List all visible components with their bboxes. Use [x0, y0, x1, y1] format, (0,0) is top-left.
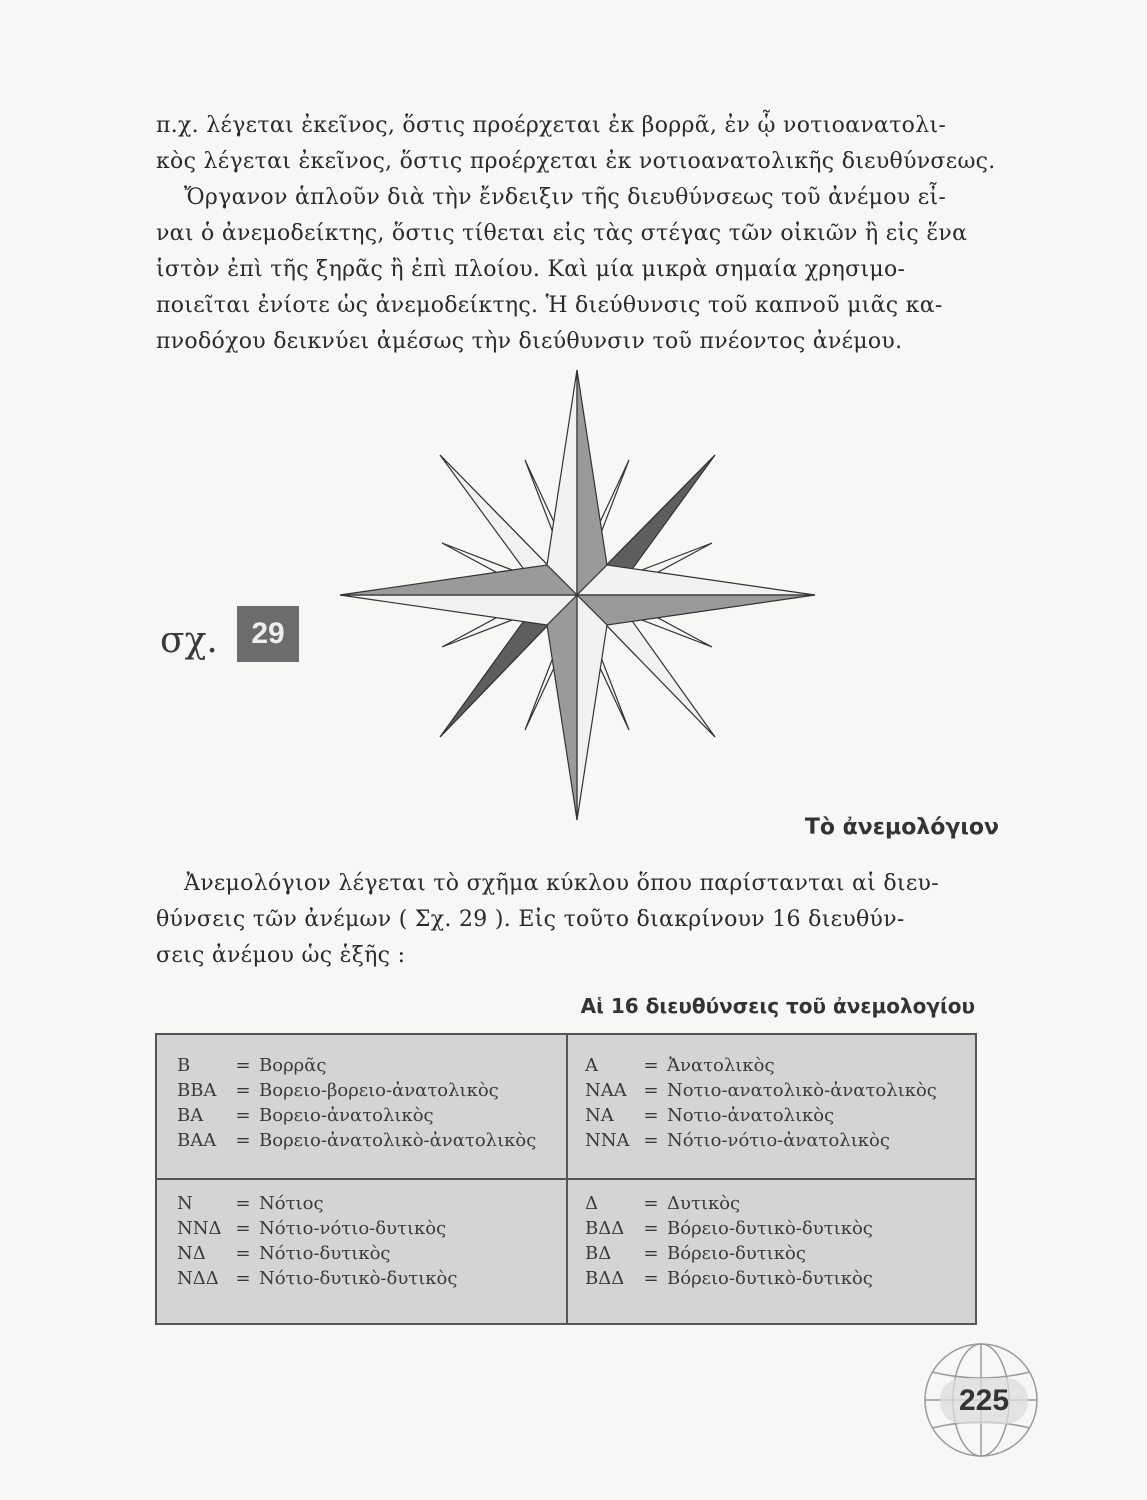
- table-row: [177, 1216, 457, 1241]
- direction-abbr: ΝΝΔ: [177, 1218, 222, 1239]
- equals-sign: =: [643, 1218, 659, 1239]
- table-row: [177, 1191, 457, 1216]
- direction-name: Βόρειο-δυτικὸς: [667, 1243, 806, 1264]
- table-horizontal-divider: [157, 1178, 975, 1180]
- wind-directions-table: [155, 1033, 977, 1325]
- direction-name: Βορειο-βορειο-ἀνατολικὸς: [259, 1080, 499, 1101]
- direction-abbr: ΒΑΑ: [177, 1130, 217, 1151]
- table-quadrant-south: [177, 1191, 457, 1291]
- direction-name: Νότιος: [259, 1193, 324, 1214]
- page-number: 225: [940, 1378, 1028, 1424]
- equals-sign: =: [235, 1055, 251, 1076]
- direction-abbr: ΒΔΔ: [585, 1268, 625, 1289]
- compass-rose-figure: [335, 365, 820, 825]
- direction-name: Νότιο-δυτικὸς: [259, 1243, 391, 1264]
- table-row: [177, 1078, 536, 1103]
- direction-name: Νότιο-νότιο-δυτικὸς: [259, 1218, 447, 1239]
- anemologion-line: Ἀνεμολόγιον λέγεται τὸ σχῆμα κύκλου ὅπου παρίστανται αἱ διευ-: [184, 871, 939, 896]
- figure-label: σχ.: [160, 620, 218, 661]
- table-title: Αἱ 16 διευθύνσεις τοῦ ἀνεμολογίου: [580, 994, 975, 1018]
- direction-name: Βορειο-ἀνατολικὸ-ἀνατολικὸς: [259, 1130, 537, 1151]
- direction-name: Ἀνατολικὸς: [667, 1055, 775, 1076]
- equals-sign: =: [235, 1193, 251, 1214]
- equals-sign: =: [235, 1105, 251, 1126]
- direction-abbr: ΒΒΑ: [177, 1080, 217, 1101]
- compass-cardinal-points: [340, 370, 815, 820]
- direction-name: Νοτιο-ανατολικὸ-ἀνατολικὸς: [667, 1080, 937, 1101]
- direction-abbr: ΒΑ: [177, 1105, 204, 1126]
- direction-abbr: Δ: [585, 1193, 598, 1214]
- equals-sign: =: [643, 1055, 659, 1076]
- direction-abbr: Ν: [177, 1193, 193, 1214]
- intro-line: ἱστὸν ἐπὶ τῆς ξηρᾶς ἢ ἐπὶ πλοίου. Καὶ μία μικρὰ σημαία χρησιμο-: [156, 257, 906, 282]
- table-row: [177, 1128, 536, 1153]
- direction-name: Βόρειο-δυτικὸ-δυτικὸς: [667, 1218, 873, 1239]
- intro-line: Ὄργανον ἁπλοῦν διὰ τὴν ἔνδειξιν τῆς διευθύνσεως τοῦ ἀνέμου εἶ-: [184, 185, 947, 210]
- intro-line: π.χ. λέγεται ἐκεῖνος, ὅστις προέρχεται ἐκ βορρᾶ, ἐν ᾧ νοτιοανατολι-: [156, 113, 947, 138]
- table-row: [177, 1266, 457, 1291]
- equals-sign: =: [235, 1080, 251, 1101]
- intro-line: κὸς λέγεται ἐκεῖνος, ὅστις προέρχεται ἐκ νοτιοανατολικῆς διευθύνσεως.: [156, 149, 996, 174]
- direction-abbr: ΒΔ: [585, 1243, 612, 1264]
- direction-abbr: ΝΔ: [177, 1243, 206, 1264]
- direction-abbr: ΝΑ: [585, 1105, 614, 1126]
- table-row: [585, 1191, 873, 1216]
- equals-sign: =: [643, 1268, 659, 1289]
- table-quadrant-north: [177, 1053, 536, 1153]
- intro-paragraph: [156, 108, 996, 360]
- direction-abbr: ΝΑΑ: [585, 1080, 627, 1101]
- direction-abbr: ΝΔΔ: [177, 1268, 219, 1289]
- figure-number-badge: 29: [237, 606, 299, 662]
- equals-sign: =: [235, 1130, 251, 1151]
- direction-name: Νότιο-δυτικὸ-δυτικὸς: [259, 1268, 458, 1289]
- equals-sign: =: [643, 1130, 659, 1151]
- intro-line: ποιεῖται ἐνίοτε ὡς ἀνεμοδείκτης. Ἡ διεύθυνσις τοῦ καπνοῦ μιᾶς κα-: [156, 293, 943, 318]
- table-row: [585, 1241, 873, 1266]
- direction-name: Δυτικὸς: [667, 1193, 741, 1214]
- figure-caption: Τὸ ἀνεμολόγιον: [804, 815, 999, 840]
- equals-sign: =: [643, 1193, 659, 1214]
- equals-sign: =: [643, 1243, 659, 1264]
- anemologion-paragraph: [156, 866, 976, 974]
- table-row: [585, 1216, 873, 1241]
- direction-name: Νοτιο-ἀνατολικὸς: [667, 1105, 835, 1126]
- equals-sign: =: [643, 1080, 659, 1101]
- table-quadrant-east: [585, 1053, 937, 1153]
- direction-abbr: ΒΔΔ: [585, 1218, 625, 1239]
- anemologion-line: θύνσεις τῶν ἀνέμων ( Σχ. 29 ). Εἰς τοῦτο διακρίνουν 16 διευθύν-: [156, 907, 905, 932]
- table-row: [177, 1103, 536, 1128]
- direction-abbr: Β: [177, 1055, 191, 1076]
- intro-line: πνοδόχου δεικνύει ἀμέσως τὴν διεύθυνσιν τοῦ πνέοντος ἀνέμου.: [156, 329, 903, 354]
- intro-line: ναι ὁ ἀνεμοδείκτης, ὅστις τίθεται εἰς τὰς στέγας τῶν οἰκιῶν ἢ εἰς ἕνα: [156, 221, 968, 246]
- table-row: [585, 1128, 937, 1153]
- direction-name: Βορειο-ἀνατολικὸς: [259, 1105, 434, 1126]
- table-row: [177, 1053, 536, 1078]
- table-row: [585, 1266, 873, 1291]
- table-row: [177, 1241, 457, 1266]
- direction-abbr: ΝΝΑ: [585, 1130, 630, 1151]
- equals-sign: =: [643, 1105, 659, 1126]
- equals-sign: =: [235, 1243, 251, 1264]
- equals-sign: =: [235, 1218, 251, 1239]
- table-quadrant-west: [585, 1191, 873, 1291]
- direction-name: Βορρᾶς: [259, 1055, 327, 1076]
- equals-sign: =: [235, 1268, 251, 1289]
- table-row: [585, 1103, 937, 1128]
- direction-name: Βόρειο-δυτικὸ-δυτικὸς: [667, 1268, 873, 1289]
- table-row: [585, 1053, 937, 1078]
- direction-abbr: Α: [585, 1055, 598, 1076]
- table-row: [585, 1078, 937, 1103]
- direction-name: Νότιο-νότιο-ἀνατολικὸς: [667, 1130, 890, 1151]
- anemologion-line: σεις ἀνέμου ὡς ἑξῆς :: [156, 943, 406, 968]
- compass-rose-svg: [335, 365, 820, 825]
